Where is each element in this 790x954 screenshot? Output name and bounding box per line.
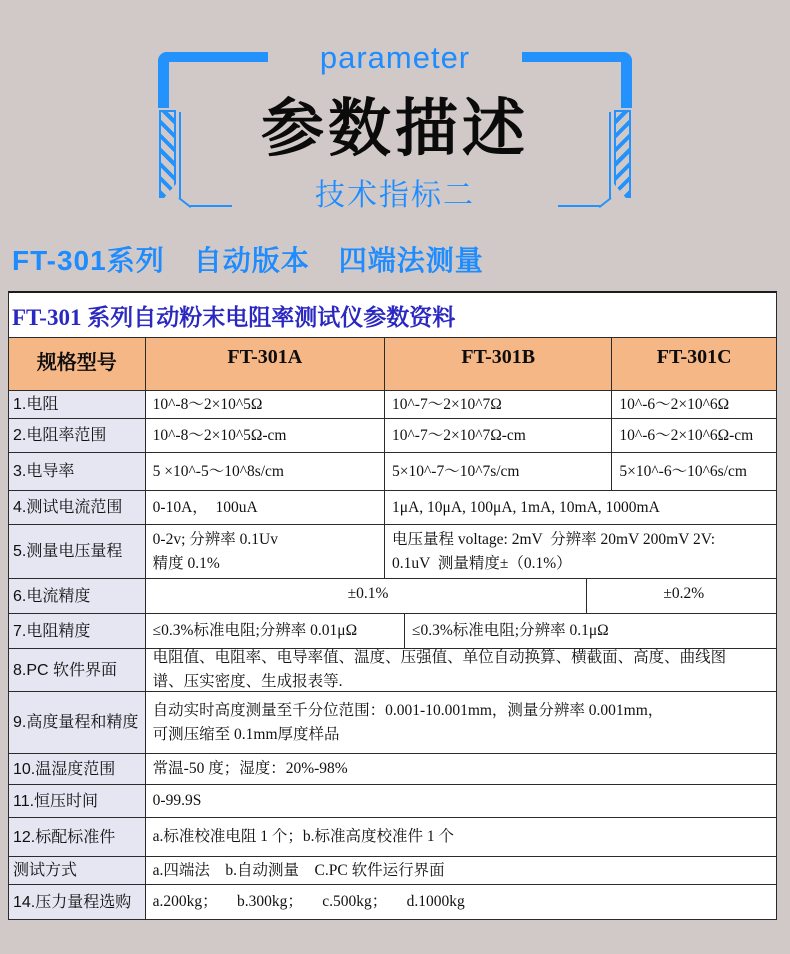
value-cell	[385, 419, 612, 452]
table-row	[9, 579, 776, 614]
table-row	[9, 818, 776, 857]
row-label: 9.高度量程和精度	[9, 692, 146, 753]
value-line: 谱、压实密度、生成报表等.	[152, 673, 343, 690]
hero-eyebrow: parameter	[319, 40, 471, 75]
spec-sheet	[8, 291, 777, 920]
value-cell	[385, 491, 776, 524]
row-label: 4.测试电流范围	[9, 491, 146, 524]
value-line: 可测压缩至 0.1mm厚度样品	[152, 725, 340, 743]
value-cell	[146, 419, 385, 452]
value-cell	[385, 525, 776, 578]
row-label: 测试方式	[9, 857, 146, 884]
value-line: 10^-8～2×10^5Ω-cm	[152, 426, 287, 444]
header-cell-spec-model: 规格型号	[9, 338, 146, 390]
row-label: 12.标配标准件	[9, 818, 146, 856]
value-cell	[612, 419, 776, 452]
row-label: 3.电导率	[9, 453, 146, 490]
value-line: 10^-7～2×10^7Ω	[392, 395, 502, 413]
value-line: ≤0.3%标准电阻;分辨率 0.1μΩ	[411, 622, 609, 639]
value-cell	[146, 491, 385, 524]
table-row	[9, 453, 776, 491]
value-cell	[146, 579, 587, 613]
value-line: 0.1uV 测量精度±（0.1%）	[392, 554, 572, 572]
table-row	[9, 785, 776, 818]
value-cell	[612, 453, 776, 490]
value-cell	[146, 614, 405, 648]
value-line: 0-2v; 分辨率 0.1Uv	[152, 530, 278, 548]
value-line: 精度 0.1%	[152, 554, 220, 572]
hero-header	[0, 0, 790, 230]
header-cell-ft-301a: FT-301A	[146, 338, 385, 390]
value-cell	[146, 818, 776, 856]
table-row	[9, 857, 776, 885]
table-row	[9, 885, 776, 919]
value-line: 常温-50 度；湿度：20%-98%	[152, 760, 348, 777]
row-label: 5.测量电压量程	[9, 525, 146, 578]
value-line: 5×10^-6～10^6s/cm	[619, 462, 747, 480]
series-heading: FT-301系列 自动版本 四端法测量	[12, 245, 484, 276]
value-line: 10^-8～2×10^5Ω	[152, 395, 263, 413]
value-line: a.四端法 b.自动测量 C.PC 软件运行界面	[152, 861, 445, 879]
value-line: 10^-6～2×10^6Ω	[619, 395, 730, 413]
value-line: 电压量程 voltage: 2mV 分辨率 20mV 200mV 2V:	[392, 530, 716, 548]
value-cell	[587, 579, 777, 613]
value-line: 5×10^-7～10^7s/cm	[392, 462, 520, 480]
table-header-row	[9, 338, 776, 391]
value-cell	[146, 453, 385, 490]
value-cell	[146, 391, 385, 418]
value-cell	[405, 614, 776, 648]
row-label: 1.电阻	[9, 391, 146, 418]
value-line: ±0.2%	[663, 585, 705, 602]
row-label: 14.压力量程选购	[9, 885, 146, 919]
row-label: 7.电阻精度	[9, 614, 146, 648]
value-line: 自动实时高度测量至千分位范围：0.001-10.001mm，测量分辨率 0.001mm，	[152, 701, 664, 719]
value-line: a.200kg； b.300kg； c.500kg； d.1000kg	[152, 893, 465, 910]
row-label: 6.电流精度	[9, 579, 146, 613]
page-title: 参数描述	[261, 94, 529, 164]
table-title: FT-301 系列自动粉末电阻率测试仪参数资料	[8, 291, 777, 337]
value-line: 10^-7～2×10^7Ω-cm	[392, 426, 526, 444]
header-cell-ft-301c: FT-301C	[612, 338, 776, 390]
value-cell	[385, 391, 612, 418]
table-row	[9, 419, 776, 453]
value-line: 10^-6～2×10^6Ω-cm	[619, 426, 754, 444]
value-line: 0-10A， 100uA	[152, 498, 258, 516]
value-cell	[146, 692, 776, 753]
value-cell	[146, 525, 385, 578]
value-line: 1μA, 10μA, 100μA, 1mA, 10mA, 1000mA	[392, 498, 660, 516]
value-cell	[612, 391, 776, 418]
table-row	[9, 614, 776, 649]
value-line: 0-99.9S	[152, 792, 202, 809]
table-row	[9, 391, 776, 419]
value-cell	[146, 754, 776, 784]
value-cell	[146, 885, 776, 919]
value-line: a.标准校准电阻 1 个；b.标准高度校准件 1 个	[152, 828, 455, 845]
row-label: 10.温湿度范围	[9, 754, 146, 784]
table-row	[9, 754, 776, 785]
table-row	[9, 525, 776, 579]
spec-table	[8, 337, 777, 920]
value-cell	[146, 785, 776, 817]
row-label: 11.恒压时间	[9, 785, 146, 817]
value-cell	[146, 649, 776, 691]
table-row	[9, 649, 776, 692]
table-row	[9, 692, 776, 754]
row-label: 2.电阻率范围	[9, 419, 146, 452]
page-subtitle: 技术指标二	[315, 179, 475, 212]
value-line: 5 ×10^-5～10^8s/cm	[152, 462, 284, 480]
row-label: 8.PC 软件界面	[9, 649, 146, 691]
value-cell	[146, 857, 776, 884]
header-cell-ft-301b: FT-301B	[385, 338, 612, 390]
table-row	[9, 491, 776, 525]
value-line: 电阻值、电阻率、电导率值、温度、压强值、单位自动换算、横截面、高度、曲线图	[152, 649, 727, 666]
value-cell	[385, 453, 612, 490]
value-line: ≤0.3%标准电阻;分辨率 0.01μΩ	[152, 622, 358, 639]
value-line: ±0.1%	[347, 585, 389, 602]
